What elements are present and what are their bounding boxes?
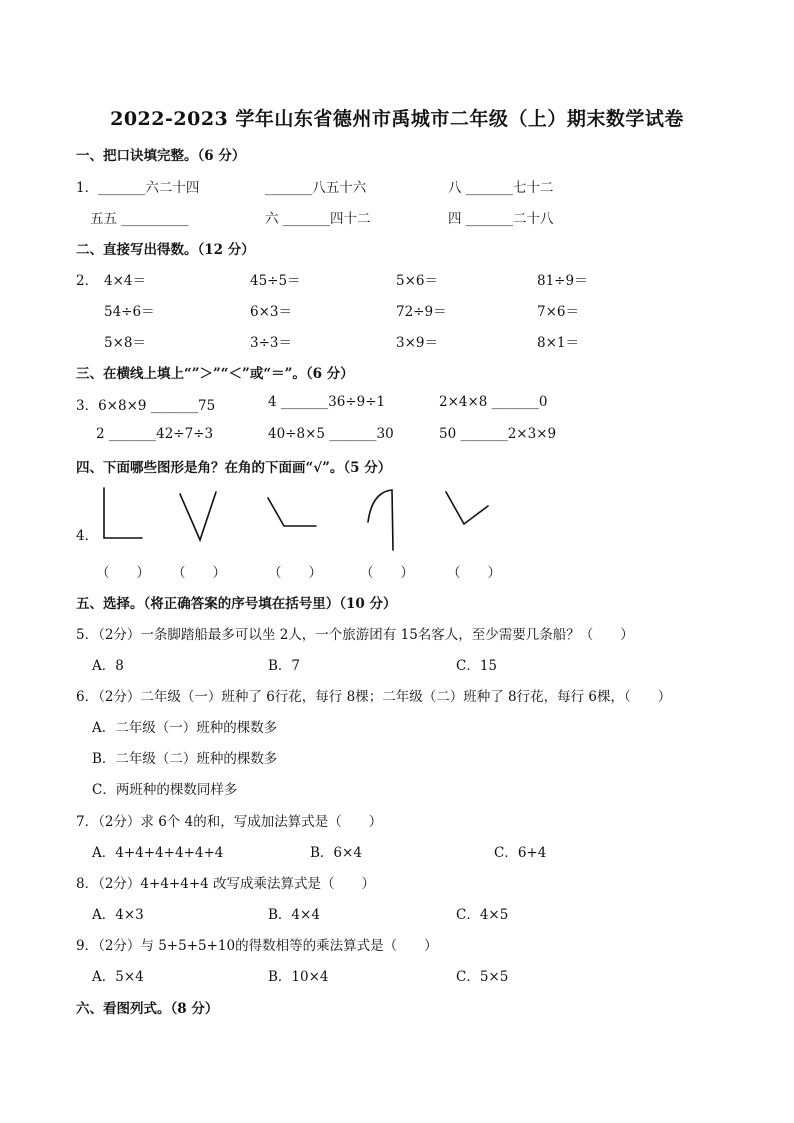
page-title: 2022-2023 学年山东省德州市禹城市二年级（上）期末数学试卷	[110, 108, 684, 130]
s2-item: 3÷3＝	[250, 335, 292, 351]
s2-item: 72÷9＝	[396, 304, 447, 320]
section-6-heading: 六、看图列式。（8 分）	[76, 1001, 219, 1017]
answer-bracket[interactable]: （ ）	[360, 565, 414, 581]
s2-item: 54÷6＝	[104, 304, 155, 320]
s1-item: 1．_______六二十四	[76, 180, 200, 196]
section-2-heading: 二、直接写出得数。（12 分）	[76, 242, 255, 258]
q7-stem: 7．（2分）求 6个 4的和，写成加法算式是（ ）	[76, 814, 383, 830]
q6-option-c[interactable]: C．两班种的棵数同样多	[92, 782, 238, 798]
s3-item: 2×4×8 _______0	[439, 394, 548, 410]
q9-option-b[interactable]: B．10×4	[268, 969, 329, 985]
s2-item: 8×1＝	[537, 335, 579, 351]
q7-option-c[interactable]: C．6+4	[494, 845, 547, 861]
answer-bracket[interactable]: （ ）	[268, 565, 322, 581]
q8-option-c[interactable]: C．4×5	[456, 907, 509, 923]
s3-item: 2 _______42÷7÷3	[96, 426, 214, 442]
q7-option-b[interactable]: B．6×4	[310, 845, 362, 861]
section-5-heading: 五、选择。（将正确答案的序号填在括号里）（10 分）	[76, 596, 397, 612]
q8-option-a[interactable]: A．4×3	[92, 907, 144, 923]
s2-item: 4×4＝	[104, 273, 146, 289]
s1-item: _______八五十六	[265, 180, 367, 196]
s1-item: 五五 __________	[90, 211, 189, 227]
s3-item: 3．6×8×9 _______75	[76, 398, 216, 414]
s3-item: 4 _______36÷9÷1	[268, 394, 386, 410]
s2-item: 5×8＝	[104, 335, 146, 351]
figure-curved-shape	[368, 490, 393, 550]
figure-obtuse-angle	[268, 498, 316, 526]
s1-item: 八 _______七十二	[448, 180, 554, 196]
s2-item: 7×6＝	[537, 304, 579, 320]
s2-item: 81÷9＝	[537, 273, 588, 289]
q6-stem: 6．（2分）二年级（一）班种了 6行花，每行 8棵；二年级（二）班种了 8行花，每行 6棵，（ ）	[76, 689, 672, 705]
s2-item: 3×9＝	[396, 335, 438, 351]
s1-item: 四 _______二十八	[448, 211, 554, 227]
q5-stem: 5．（2分）一条脚踏船最多可以坐 2人，一个旅游团有 15名客人，至少需要几条船？（ ）	[76, 627, 634, 643]
figure-v-angle-2	[446, 492, 488, 524]
s1-item: 六 _______四十二	[265, 211, 371, 227]
answer-bracket[interactable]: （ ）	[96, 565, 150, 581]
q9-option-c[interactable]: C．5×5	[456, 969, 509, 985]
question-number: 4．	[76, 528, 99, 544]
s3-item: 50 _______2×3×9	[439, 426, 557, 442]
q8-stem: 8．（2分）4+4+4+4 改写成乘法算式是（ ）	[76, 876, 376, 892]
s2-item: 6×3＝	[250, 304, 292, 320]
section-4-heading: 四、下面哪些图形是角？在角的下面画“√”。（5 分）	[76, 460, 392, 476]
section-1-heading: 一、把口诀填完整。（6 分）	[76, 148, 246, 164]
answer-bracket[interactable]: （ ）	[447, 565, 501, 581]
q5-option-c[interactable]: C．15	[456, 658, 498, 674]
q9-stem: 9．（2分）与 5+5+5+10的得数相等的乘法算式是（ ）	[76, 938, 438, 954]
q8-option-b[interactable]: B．4×4	[268, 907, 320, 923]
q5-option-b[interactable]: B．7	[268, 658, 301, 674]
s2-item: 45÷5＝	[250, 273, 301, 289]
section-3-heading: 三、在横线上填上“”＞”“＜”或“＝”。（6 分）	[76, 366, 354, 382]
answer-bracket[interactable]: （ ）	[172, 565, 226, 581]
q9-option-a[interactable]: A．5×4	[92, 969, 144, 985]
q6-option-a[interactable]: A．二年级（一）班种的棵数多	[92, 720, 278, 736]
s2-item: 5×6＝	[396, 273, 438, 289]
question-number: 2．	[76, 273, 99, 289]
figure-v-angle	[180, 492, 216, 540]
q7-option-a[interactable]: A．4+4+4+4+4+4	[92, 845, 224, 861]
figure-right-angle	[104, 488, 142, 538]
s3-item: 40÷8×5 _______30	[268, 426, 394, 442]
q5-option-a[interactable]: A．8	[92, 658, 124, 674]
q6-option-b[interactable]: B．二年级（二）班种的棵数多	[92, 751, 278, 767]
